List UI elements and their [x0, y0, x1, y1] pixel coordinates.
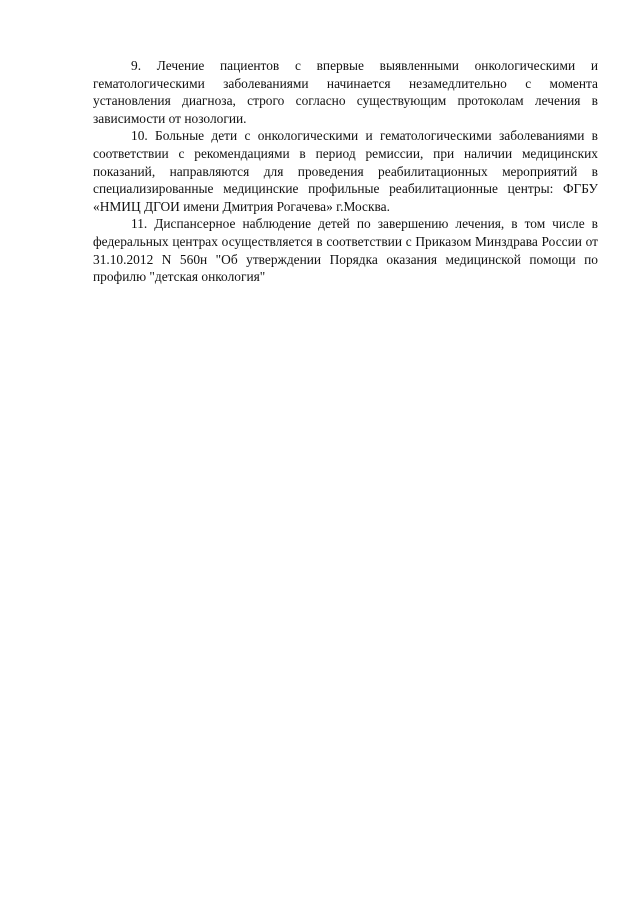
paragraph-10: 10. Больные дети с онкологическими и гематологическими заболеваниями в соответствии с рекомендациями в период ремиссии, при наличии медицинских показаний, направляются для проведения реабилитационных мероприятий в специализированные медицинские профильные реабилитационные центры: ФГБУ «НМИЦ ДГОИ имени Дмитрия Рогачева» г.Москва. — [93, 128, 598, 214]
paragraph-11: 11. Диспансерное наблюдение детей по завершению лечения, в том числе в федеральных центрах осуществляется в соответствии с Приказом Минздрава России от 31.10.2012 N 560н "Об утверждении Порядка оказания медицинской помощи по профилю "детская онкология" — [93, 216, 598, 285]
document-body — [93, 57, 598, 286]
paragraph-9: 9. Лечение пациентов с впервые выявленными онкологическими и гематологическими заболеваниями начинается незамедлительно с момента установления диагноза, строго согласно существующим протоколам лечения в зависимости от нозологии. — [93, 58, 598, 126]
